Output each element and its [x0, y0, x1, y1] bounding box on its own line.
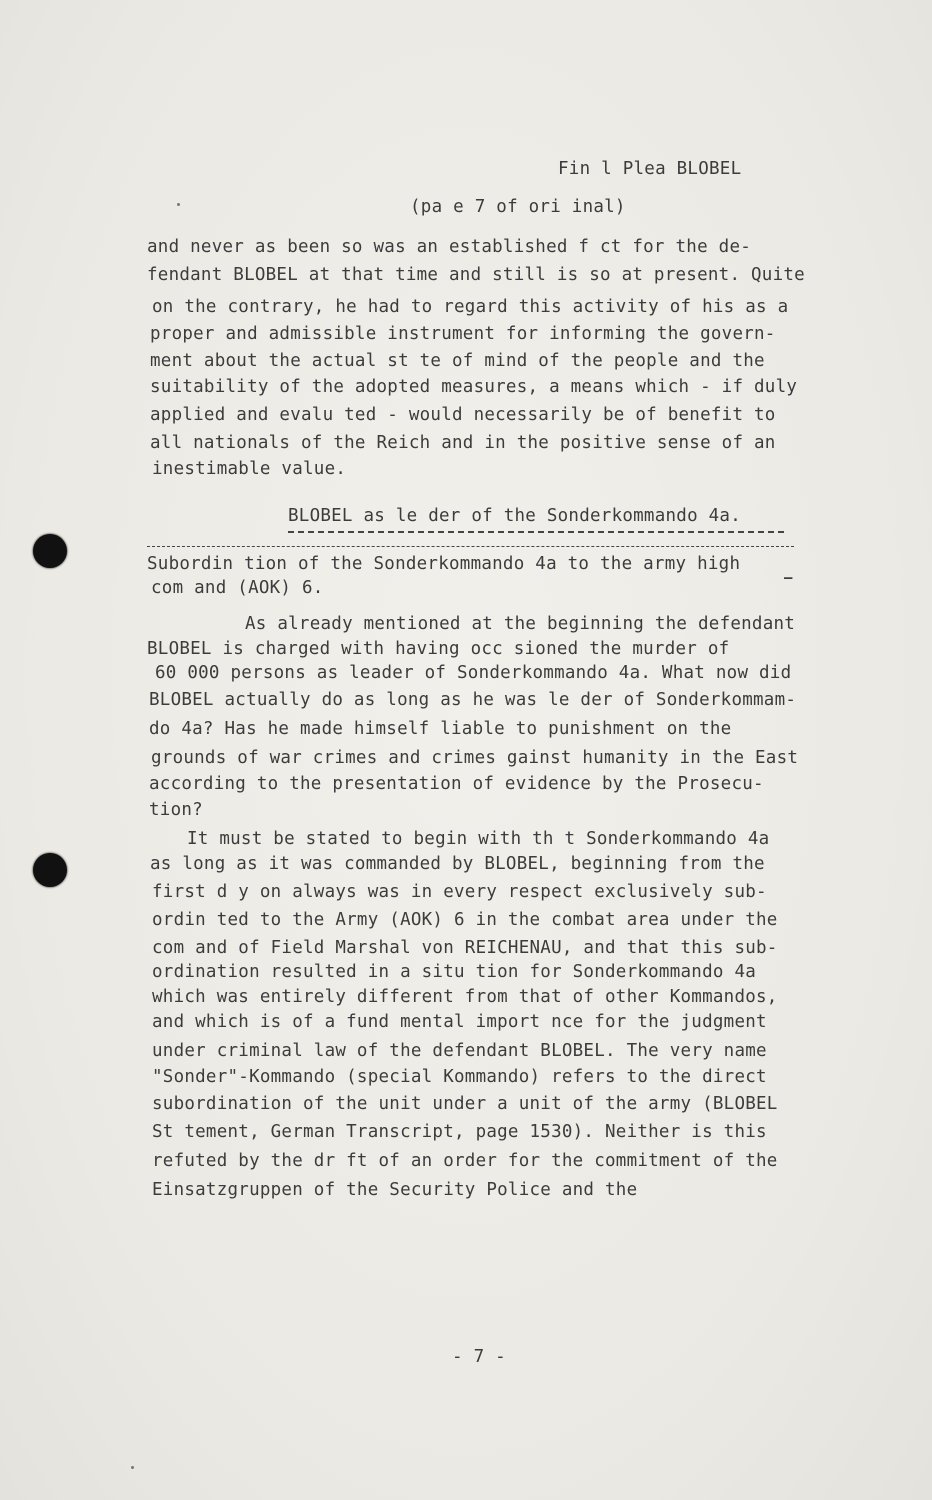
- punch-hole-bottom: [33, 853, 67, 887]
- punch-hole-top: [33, 534, 67, 568]
- text-line: grounds of war crimes and crimes gainst humanity in the East: [151, 748, 799, 768]
- text-line: fendant BLOBEL at that time and still is so at present. Quite: [147, 265, 805, 285]
- text-line: do 4a? Has he made himself liable to punishment on the: [149, 719, 732, 739]
- page-number: - 7 -: [452, 1347, 506, 1367]
- text-line: all nationals of the Reich and in the positive sense of an: [150, 433, 776, 453]
- text-line: Subordin tion of the Sonderkommando 4a to the army high: [147, 554, 741, 574]
- text-line: under criminal law of the defendant BLOBEL. The very name: [152, 1041, 767, 1061]
- text-line: As already mentioned at the beginning the defendant: [245, 614, 796, 634]
- text-line: St tement, German Transcript, page 1530). Neither is this: [152, 1122, 767, 1142]
- text-line: first d y on always was in every respect exclusively sub-: [152, 882, 767, 902]
- subheading-underline: [147, 546, 794, 547]
- text-line: 60 000 persons as leader of Sonderkommando 4a. What now did: [155, 663, 792, 683]
- text-line: com and of Field Marshal von REICHENAU, and that this sub-: [152, 938, 778, 958]
- text-line: suitability of the adopted measures, a means which - if duly: [150, 377, 798, 397]
- text-line: and which is of a fund mental import nce for the judgment: [152, 1012, 767, 1032]
- text-line: It must be stated to begin with th t Sonderkommando 4a: [187, 829, 770, 849]
- text-line: BLOBEL actually do as long as he was le der of Sonderkommam-: [149, 690, 797, 710]
- page-reference: (pa e 7 of ori inal): [410, 197, 626, 217]
- text-line: inestimable value.: [152, 459, 347, 479]
- text-line: as long as it was commanded by BLOBEL, beginning from the: [150, 854, 765, 874]
- text-line: applied and evalu ted - would necessarily be of benefit to: [150, 405, 776, 425]
- section-underline: [288, 531, 784, 533]
- text-line: subordination of the unit under a unit of the army (BLOBEL: [152, 1094, 778, 1114]
- margin-mark: –: [784, 570, 793, 586]
- text-line: refuted by the dr ft of an order for the commitment of the: [152, 1151, 778, 1171]
- text-line: tion?: [149, 800, 203, 820]
- section-heading: BLOBEL as le der of the Sonderkommando 4a.: [288, 506, 742, 526]
- text-line: Einsatzgruppen of the Security Police and the: [152, 1180, 638, 1200]
- text-line: ment about the actual st te of mind of the people and the: [150, 351, 765, 371]
- text-line: ordination resulted in a situ tion for Sonderkommando 4a: [152, 962, 757, 982]
- text-line: and never as been so was an established f ct for the de-: [147, 237, 752, 257]
- speck: [131, 1466, 134, 1469]
- document-title: Fin l Plea BLOBEL: [558, 159, 742, 179]
- text-line: proper and admissible instrument for informing the govern-: [150, 324, 776, 344]
- text-line: ordin ted to the Army (AOK) 6 in the combat area under the: [152, 910, 778, 930]
- text-line: com and (AOK) 6.: [151, 578, 324, 598]
- text-line: on the contrary, he had to regard this activity of his as a: [152, 297, 789, 317]
- text-line: according to the presentation of evidence by the Prosecu-: [149, 774, 764, 794]
- text-line: which was entirely different from that of other Kommandos,: [152, 987, 778, 1007]
- text-line: BLOBEL is charged with having occ sioned the murder of: [147, 639, 730, 659]
- text-line: "Sonder"-Kommando (special Kommando) refers to the direct: [152, 1067, 767, 1087]
- speck: [177, 203, 180, 206]
